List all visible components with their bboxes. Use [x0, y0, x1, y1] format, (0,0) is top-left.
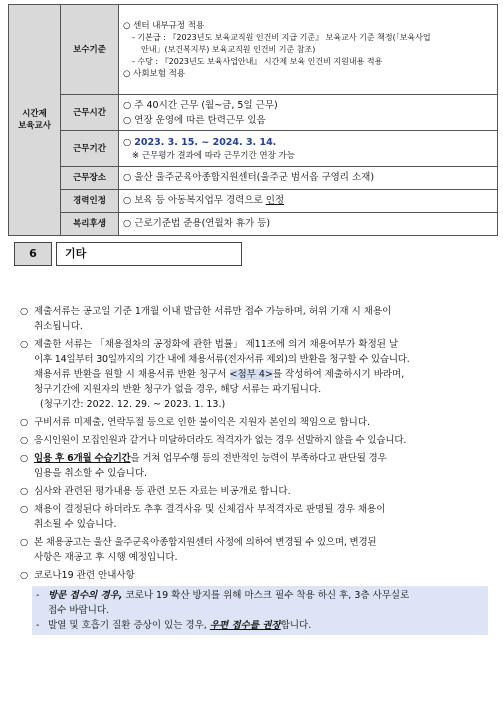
item-line: 을 거쳐 업무수행 등의 전반적인 능력이 부족하다고 판단될 경우: [130, 453, 387, 464]
row-label-pay: 보수기준: [61, 5, 119, 95]
bullet: ○: [20, 504, 29, 515]
content-line: ○ 사회보험 적용: [123, 68, 186, 79]
list-item: [20, 535, 496, 565]
item-line: 이후 14일부터 30일까지의 기간 내에 채용서류(전자서류 제외)의 반환을 청구할 수 있습니다.: [34, 354, 410, 365]
notice-text: 코로나 19 확산 방지를 위해 마스크 필수 착용 하신 후, 3층 사무실로: [122, 590, 410, 601]
dash: -: [36, 620, 40, 631]
bullet: ○: [20, 306, 29, 317]
content-line: 안내」(보건복지부) 보육교직원 인건비 기준 참조): [141, 44, 316, 54]
notice-emphasis: 우편 접수를 권장: [209, 620, 281, 631]
bullet: ○: [20, 453, 29, 464]
claim-period-note: (청구기간: 2022. 12. 29. ~ 2023. 1. 13.): [40, 399, 226, 410]
item-line: 임용을 취소할 수 있습니다.: [34, 468, 148, 479]
item-line: 제출서류는 공고일 기준 1개월 이내 발급한 서류만 접수 가능하며, 허위 기재 시 채용이: [34, 306, 392, 317]
content-line: ○ 주 40시간 근무 (월~금, 5일 근무): [123, 99, 278, 111]
list-item: [20, 433, 496, 448]
period-content: [119, 131, 498, 167]
category-line: 시간제: [22, 109, 47, 119]
notes-list: [20, 304, 496, 635]
section-number: 6: [14, 242, 52, 266]
item-line: 응시인원이 모집인원과 같거나 미달하더라도 적격자가 없는 경우 선발하지 않을 수 있습니다.: [34, 435, 407, 446]
row-label-hours: 근무시간: [61, 95, 119, 131]
period-dates: 2023. 3. 15. ~ 2024. 3. 14.: [134, 137, 277, 148]
item-line: 구비서류 미제출, 연락두절 등으로 인한 불이익은 지원자 본인의 책임으로 합니다.: [34, 417, 371, 428]
list-item: [20, 502, 496, 532]
item-line: 코로나19 관련 안내사항: [34, 570, 135, 581]
notice-item: [36, 588, 488, 618]
item-line: 사항은 재공고 후 시행 예정입니다.: [34, 552, 178, 563]
pay-content: [119, 5, 498, 95]
welfare-content: ○ 근로기준법 준용(연월차 휴가 등): [119, 213, 498, 236]
item-line: 채용서류 반환을 원할 시 채용서류 반환 청구서: [34, 369, 227, 380]
notice-text: 발열 및 호흡기 질환 증상이 있는 경우,: [48, 620, 210, 631]
notice-text: 합니다.: [280, 620, 312, 631]
period-note: ※ 근무평가 결과에 따라 근무기간 연장 가능: [132, 151, 295, 161]
bullet: ○: [20, 486, 29, 497]
bullet: ○: [20, 417, 29, 428]
item-line: 본 채용공고는 울산 울주군육아종합지원센터 사정에 의하여 변경될 수 있으며, 변경된: [34, 537, 377, 548]
item-line: 청구기간에 지원자의 반환 청구가 없을 경우, 해당 서류는 파기됩니다.: [34, 384, 322, 395]
attachment-tag: <첨부 4>: [229, 369, 273, 380]
list-item: [20, 568, 496, 583]
career-underlined: 인정: [265, 195, 285, 206]
item-line: 심사와 관련된 평가내용 등 관련 모든 자료는 비공개로 합니다.: [34, 486, 291, 497]
row-label-place: 근무장소: [61, 167, 119, 190]
bullet: ○: [20, 435, 29, 446]
category-cell: [9, 5, 61, 236]
employment-conditions-table: [8, 4, 498, 236]
category-line: 보육교사: [18, 121, 51, 131]
item-line: 를 작성하여 제출하시기 바라며,: [272, 369, 405, 380]
bullet: ○: [20, 570, 29, 581]
list-item: [20, 451, 496, 481]
covid-notice-box: [32, 586, 488, 635]
item-line: 취소될 수 있습니다.: [34, 519, 117, 530]
content-line: - 기본급 : 『2023년도 보육교직원 인건비 지급 기준』 보육교사 기준 책정(「보육사업: [132, 32, 431, 42]
notice-emphasis: 방문 접수의 경우,: [48, 590, 123, 601]
item-line: 제출한 서류는 「채용절차의 공정화에 관한 법률」 제11조에 의거 채용여부가 확정된 날: [34, 339, 399, 350]
place-content: ○ 울산 울주군육아종합지원센터(울주군 범서읍 구영리 소재): [119, 167, 498, 190]
probation-highlight: 임용 후 6개월 수습기간: [34, 453, 131, 464]
row-label-period: 근무기간: [61, 131, 119, 167]
bullet: ○: [20, 339, 29, 350]
content-line: - 수당 : 『2023년도 보육사업안내』 시간제 보육 인건비 지원내용 적용: [132, 56, 383, 66]
dash: -: [36, 590, 40, 601]
section-title: 기타: [56, 242, 242, 266]
notice-text: 접수 바랍니다.: [48, 605, 110, 616]
list-item: [20, 484, 496, 499]
career-content: [119, 190, 498, 213]
item-line: 취소됩니다.: [34, 321, 83, 332]
row-label-career: 경력인정: [61, 190, 119, 213]
item-line: 채용이 결정된다 하더라도 추후 결격사유 및 신체검사 부적격자로 판명될 경우 채용이: [34, 504, 386, 515]
notice-item: [36, 618, 488, 633]
career-text: ○ 보육 등 아동복지업무 경력으로: [123, 195, 266, 206]
bullet: ○: [20, 537, 29, 548]
row-label-welfare: 복리후생: [61, 213, 119, 236]
content-line: ○ 연장 운영에 따른 탄력근무 있음: [123, 114, 266, 126]
content-line: ○ 센터 내부규정 적용: [123, 20, 205, 31]
hours-content: [119, 95, 498, 131]
list-item: [20, 337, 496, 412]
list-item: [20, 304, 496, 334]
bullet: ○: [123, 137, 132, 148]
list-item: [20, 415, 496, 430]
